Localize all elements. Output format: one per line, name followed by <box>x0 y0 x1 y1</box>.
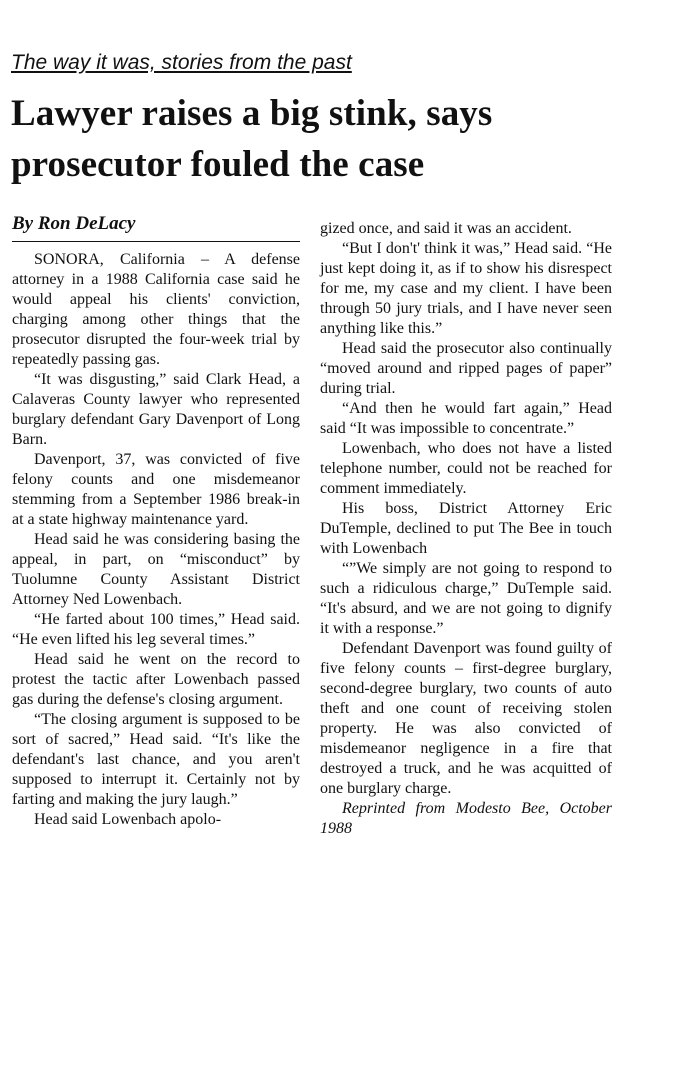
paragraph: Davenport, 37, was convicted of five felony counts and one misdemeanor stemming from a September 1986 break-in at a state highway maintenance yard. <box>12 451 300 528</box>
article-column-left <box>12 212 300 830</box>
paragraph: “He farted about 100 times,” Head said. “He even lifted his leg several times.” <box>12 611 300 648</box>
paragraph: “It was disgusting,” said Clark Head, a Calaveras County lawyer who represented burglary defendant Gary Davenport of Long Barn. <box>12 371 300 448</box>
paragraph: Lowenbach, who does not have a listed telephone number, could not be reached for comment immediately. <box>320 440 612 497</box>
paragraph: Head said Lowenbach apolo- <box>34 811 222 828</box>
paragraph: Head said he went on the record to protest the tactic after Lowenbach passed gas during the defense's closing argument. <box>12 651 300 708</box>
paragraph: “But I don't' think it was,” Head said. “He just kept doing it, as if to show his disrespect for me, my case and my client. I have been through 50 jury trials, and I have never seen anything like this.” <box>320 240 612 337</box>
paragraph: Defendant Davenport was found guilty of five felony counts – first-degree burglary, second-degree burglary, two counts of auto theft and one count of receiving stolen property. He was also convicted of misdemeanor negligence in a fire that destroyed a truck, and he was acquitted of one burglary charge. <box>320 640 612 797</box>
byline-rule <box>12 241 300 242</box>
byline: By Ron DeLacy <box>12 213 136 234</box>
reprint-credit: Reprinted from Modesto Bee, October 1988 <box>320 800 612 837</box>
paragraph: Head said he was considering basing the appeal, in part, on “misconduct” by Tuolumne County Assistant District Attorney Ned Lowenbach. <box>12 531 300 608</box>
paragraph-continuation: gized once, and said it was an accident. <box>320 220 572 237</box>
kicker: The way it was, stories from the past <box>11 51 352 74</box>
article-column-right <box>320 219 612 839</box>
paragraph: “”We simply are not going to respond to such a ridiculous charge,” DuTemple said. “It's absurd, and we are not going to dignify it with a response.” <box>320 560 612 637</box>
paragraph: Head said the prosecutor also continually “moved around and ripped pages of paper” during trial. <box>320 340 612 397</box>
headline: Lawyer raises a big stink, says prosecutor fouled the case <box>11 93 493 185</box>
paragraph: SONORA, California – A defense attorney in a 1988 California case said he would appeal his clients' conviction, charging among other things that the prosecutor disrupted the four-week trial by repeatedly passing gas. <box>12 251 300 368</box>
paragraph: “The closing argument is supposed to be sort of sacred,” Head said. “It's like the defendant's last chance, and you aren't supposed to interrupt it. Certainly not by farting and making the jury laugh.” <box>12 711 300 808</box>
paragraph: His boss, District Attorney Eric DuTemple, declined to put The Bee in touch with Lowenbach <box>320 500 612 557</box>
paragraph: “And then he would fart again,” Head said “It was impossible to concentrate.” <box>320 400 612 437</box>
